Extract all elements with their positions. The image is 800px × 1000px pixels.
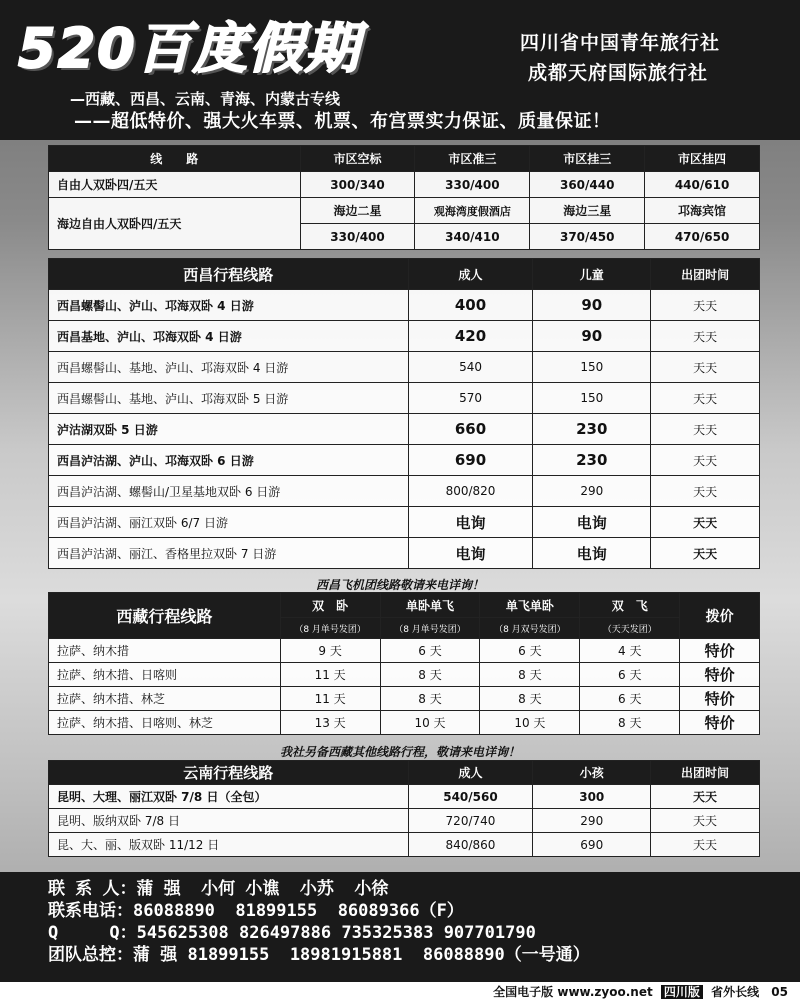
price-cell: 特价	[680, 711, 760, 735]
child-price: 300	[533, 785, 651, 809]
hotel-name: 邛海宾馆	[645, 198, 760, 224]
route-name: 西昌基地、泸山、邛海双卧 4 日游	[49, 321, 409, 352]
duration-cell: 8 天	[480, 663, 580, 687]
price-cell: 330/400	[300, 224, 415, 250]
route-name: 昆明、大理、丽江双卧 7/8 日（全包）	[49, 785, 409, 809]
duration-cell: 11 天	[280, 663, 380, 687]
route-name: 自由人双卧四/五天	[49, 172, 301, 198]
header-banner	[0, 0, 800, 140]
table-header: 单卧单飞	[380, 593, 480, 618]
duration-cell: 10 天	[380, 711, 480, 735]
child-price: 90	[533, 290, 651, 321]
departure-time: 天天	[651, 290, 760, 321]
footer-url[interactable]: www.zyoo.net	[557, 985, 653, 999]
yunnan-route-table	[48, 760, 760, 857]
subtitle-guarantee: ——超低特价、强大火车票、机票、布宫票实力保证、质量保证！	[74, 111, 611, 132]
departure-time: 天天	[651, 538, 760, 569]
table-row	[49, 785, 760, 809]
route-name: 拉萨、纳木措、日喀则	[49, 663, 281, 687]
hotel-price-table	[48, 145, 760, 250]
adult-price: 540	[408, 352, 533, 383]
table-header: 市区挂四	[645, 146, 760, 172]
route-name: 拉萨、纳木措	[49, 639, 281, 663]
route-name: 昆、大、丽、版双卧 11/12 日	[49, 833, 409, 857]
price-cell: 特价	[680, 663, 760, 687]
departure-time: 天天	[651, 445, 760, 476]
child-price: 150	[533, 383, 651, 414]
table-header: 市区准三	[415, 146, 530, 172]
price-cell: 470/650	[645, 224, 760, 250]
duration-cell: 11 天	[280, 687, 380, 711]
table-header-row	[49, 146, 760, 172]
table-header: 双 卧	[280, 593, 380, 618]
duration-cell: 13 天	[280, 711, 380, 735]
price-cell: 370/450	[530, 224, 645, 250]
adult-price: 420	[408, 321, 533, 352]
adult-price: 570	[408, 383, 533, 414]
subtitle-destinations: —西藏、西昌、云南、青海、内蒙古专线	[70, 90, 341, 108]
route-name: 西昌泸沽湖、丽江、香格里拉双卧 7 日游	[49, 538, 409, 569]
duration-cell: 6 天	[580, 663, 680, 687]
adult-price: 840/860	[408, 833, 533, 857]
table-row	[49, 809, 760, 833]
contact-qq: Q Q：545625308 826497886 735325383 907701790	[48, 923, 536, 943]
table-row	[49, 383, 760, 414]
price-cell: 300/340	[300, 172, 415, 198]
departure-note: （8 月单号发团）	[380, 618, 480, 639]
table-header: 成人	[408, 259, 533, 290]
table-header: 市区空标	[300, 146, 415, 172]
footer-bar	[0, 982, 800, 1000]
table-title: 西藏行程线路	[49, 593, 281, 639]
duration-cell: 6 天	[580, 687, 680, 711]
footer-label: 全国电子版	[493, 985, 554, 999]
table-header: 单飞单卧	[480, 593, 580, 618]
agency-name-2: 成都天府国际旅行社	[528, 62, 709, 84]
duration-cell: 6 天	[480, 639, 580, 663]
table-header: 出团时间	[651, 259, 760, 290]
table-row	[49, 687, 760, 711]
table-header-row	[49, 761, 760, 785]
route-name: 西昌泸沽湖、泸山、邛海双卧 6 日游	[49, 445, 409, 476]
adult-price: 800/820	[408, 476, 533, 507]
table-header: 出团时间	[651, 761, 760, 785]
price-cell: 特价	[680, 639, 760, 663]
adult-price: 400	[408, 290, 533, 321]
table-row	[49, 711, 760, 735]
child-price: 290	[533, 809, 651, 833]
duration-cell: 8 天	[580, 711, 680, 735]
hotel-name: 海边二星	[300, 198, 415, 224]
price-cell: 360/440	[530, 172, 645, 198]
child-price: 690	[533, 833, 651, 857]
hotel-name: 观海湾度假酒店	[415, 198, 530, 224]
route-name: 泸沽湖双卧 5 日游	[49, 414, 409, 445]
table-header: 小孩	[533, 761, 651, 785]
table-header-row	[49, 259, 760, 290]
duration-cell: 9 天	[280, 639, 380, 663]
edition-badge: 四川版	[661, 985, 703, 999]
tibet-note: 我社另备西藏其他线路行程，敬请来电详询！	[279, 745, 520, 759]
table-row	[49, 290, 760, 321]
table-row	[49, 833, 760, 857]
xichang-route-table	[48, 258, 760, 569]
table-row	[49, 414, 760, 445]
price-cell: 330/400	[415, 172, 530, 198]
route-name: 西昌螺髻山、泸山、邛海双卧 4 日游	[49, 290, 409, 321]
route-name: 西昌泸沽湖、丽江双卧 6/7 日游	[49, 507, 409, 538]
departure-time: 天天	[651, 352, 760, 383]
departure-time: 天天	[651, 321, 760, 352]
price-cell: 340/410	[415, 224, 530, 250]
adult-price: 540/560	[408, 785, 533, 809]
table-header: 双 飞	[580, 593, 680, 618]
departure-time: 天天	[651, 414, 760, 445]
contact-persons: 联 系 人：蒲 强 小何 小谯 小苏 小徐	[48, 879, 389, 899]
table-row	[49, 445, 760, 476]
price-cell: 440/610	[645, 172, 760, 198]
departure-time: 天天	[651, 476, 760, 507]
departure-note: （8 月单号发团）	[280, 618, 380, 639]
duration-cell: 4 天	[580, 639, 680, 663]
departure-time: 天天	[651, 809, 760, 833]
price-cell: 特价	[680, 687, 760, 711]
section-label: 省外长线	[711, 985, 760, 999]
table-header: 线 路	[49, 146, 301, 172]
adult-price: 660	[408, 414, 533, 445]
table-row	[49, 663, 760, 687]
xichang-note: 西昌飞机团线路敬请来电详询！	[315, 578, 484, 592]
page-number: 05	[771, 985, 788, 999]
child-price: 90	[533, 321, 651, 352]
route-name: 拉萨、纳木措、林芝	[49, 687, 281, 711]
child-price: 230	[533, 414, 651, 445]
child-price: 电询	[533, 507, 651, 538]
route-name: 海边自由人双卧四/五天	[49, 198, 301, 250]
route-name: 西昌螺髻山、基地、泸山、邛海双卧 5 日游	[49, 383, 409, 414]
contact-block	[0, 872, 800, 982]
route-name: 昆明、版纳双卧 7/8 日	[49, 809, 409, 833]
table-header: 市区挂三	[530, 146, 645, 172]
table-row	[49, 172, 760, 198]
table-row	[49, 352, 760, 383]
table-header: 儿童	[533, 259, 651, 290]
table-header: 成人	[408, 761, 533, 785]
child-price: 150	[533, 352, 651, 383]
route-name: 西昌螺髻山、基地、泸山、邛海双卧 4 日游	[49, 352, 409, 383]
hotel-name: 海边三星	[530, 198, 645, 224]
table-title: 西昌行程线路	[49, 259, 409, 290]
tibet-route-table	[48, 592, 760, 735]
agency-name-1: 四川省中国青年旅行社	[520, 32, 721, 54]
child-price: 290	[533, 476, 651, 507]
team-control: 团队总控：蒲 强 81899155 18981915881 86088890（一号通）	[48, 945, 590, 965]
departure-time: 天天	[651, 833, 760, 857]
table-header-row	[49, 593, 760, 618]
child-price: 电询	[533, 538, 651, 569]
adult-price: 电询	[408, 538, 533, 569]
page-title: 520百度假期	[18, 17, 361, 80]
departure-time: 天天	[651, 507, 760, 538]
departure-note: （8 月双号发团）	[480, 618, 580, 639]
table-title: 云南行程线路	[49, 761, 409, 785]
table-row	[49, 507, 760, 538]
table-row	[49, 538, 760, 569]
departure-time: 天天	[651, 383, 760, 414]
duration-cell: 8 天	[380, 663, 480, 687]
table-row	[49, 639, 760, 663]
adult-price: 电询	[408, 507, 533, 538]
departure-time: 天天	[651, 785, 760, 809]
adult-price: 720/740	[408, 809, 533, 833]
adult-price: 690	[408, 445, 533, 476]
route-name: 西昌泸沽湖、螺髻山/卫星基地双卧 6 日游	[49, 476, 409, 507]
route-name: 拉萨、纳木措、日喀则、林芝	[49, 711, 281, 735]
duration-cell: 6 天	[380, 639, 480, 663]
table-header: 拨价	[680, 593, 760, 639]
duration-cell: 8 天	[480, 687, 580, 711]
table-row	[49, 321, 760, 352]
table-row	[49, 476, 760, 507]
departure-note: （天天发团）	[580, 618, 680, 639]
table-row	[49, 198, 760, 224]
duration-cell: 10 天	[480, 711, 580, 735]
contact-phones: 联系电话：86088890 81899155 86089366（F）	[48, 901, 464, 921]
child-price: 230	[533, 445, 651, 476]
duration-cell: 8 天	[380, 687, 480, 711]
